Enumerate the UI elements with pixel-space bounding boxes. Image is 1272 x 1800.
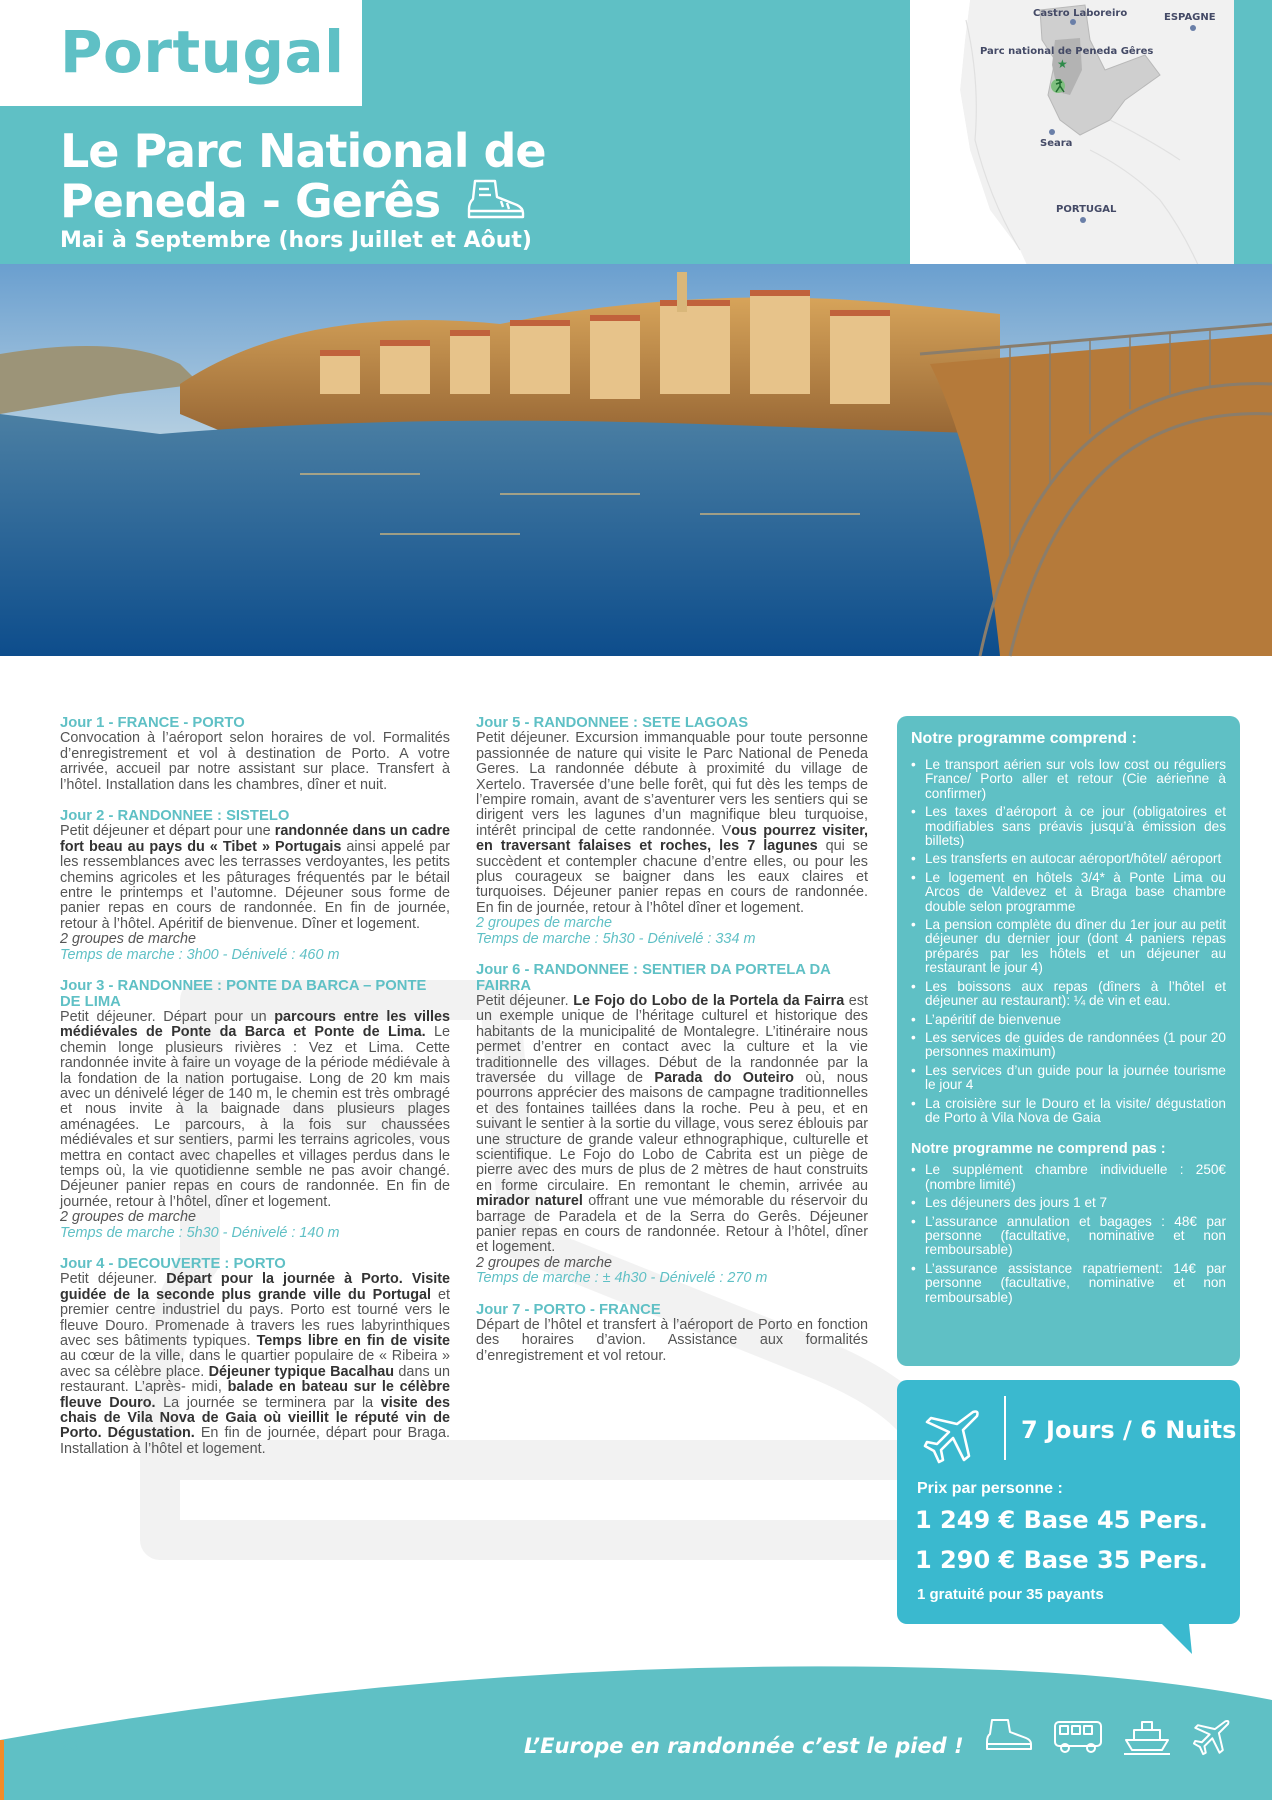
price-box: [897, 1380, 1240, 1624]
day-5-time: Temps de marche : 5h30 - Dénivelé : 334 m: [476, 930, 756, 947]
free-place-note: 1 gratuité pour 35 payants: [917, 1586, 1104, 1603]
exclude-item: • L’assurance annulation et bagages : 48€ par personne (facultative, nominative et non remboursable): [911, 1215, 1226, 1258]
map-label-seara: Seara: [1040, 138, 1073, 149]
hiking-boot-icon: [465, 177, 527, 232]
title-line-1: Le Parc National de: [60, 124, 546, 178]
day-3-body: Petit déjeuner. Départ pour un parcours entre les villes médiévales de Ponte da Barca et Ponte de Lima. Le chemin longe plusieurs rivières : Vez et Lima. Cette randonnée invite à faire un voyage de la période médiévale à la fondation de la nation portugaise. Long de 20 km mais avec un dénivelé léger de 140 m, le chemin est très ombragé et nous invite à la baignade dans plusieurs plages aménagées. Le parcours, à la fois sur chaussées médiévales et sur sentiers, parmi les terrains agricoles, vous mettra en contact avec chapelles et villages perdus dans le temps où, la vie quotidienne semble ne pas avoir changé. Déjeuner panier repas en cours de randonnée. En fin de journée, retour à l’hôtel, dîner et logement.: [60, 1008, 450, 1210]
day-6-body: Petit déjeuner. Le Fojo do Lobo de la Portela da Fairra est un exemple unique de l’héritage culturel et historique des habitants de la municipalité de Montalegre. L’itinéraire nous permet d’entrer en contact avec la culture et la vie traditionnelle des villages. Début de la randonnée par la traversée du village de Parada do Outeiro où, nous pourrons apprécier des maisons de campagne traditionnelles et des fontaines taillées dans la roche. Peu à peu, et en suivant le sentier à la sortie du village, vous serez éblouis par une structure de grande valeur ethnographique, culturelle et scientifique. Le Fojo do Lobo de Cabrita est un piège de pierre avec des murs de plus de 2 mètres de haut construits en forme circulaire. En remontant le chemin, arrivée au mirador naturel offrant une vue mémorable du réservoir du barrage de Paradela et de la Serra do Gerês. Déjeuner panier repas en cours de randonnée. Retour à l’hôtel, dîner et logement.: [476, 992, 869, 1256]
day-7-body: Départ de l’hôtel et transfert à l’aéroport de Porto en fonction des horaires d’avion. Assistance aux formalités d’enregistrement et vol retour.: [476, 1317, 868, 1364]
day-7-title: Jour 7 - PORTO - FRANCE: [476, 1301, 661, 1318]
day-7: [476, 1303, 868, 1365]
include-item: • Les services de guides de randonnées (1 pour 20 personnes maximum): [911, 1031, 1226, 1060]
day-3-title: Jour 3 - RANDONNEE : PONTE DA BARCA – PONTE DE LIMA: [60, 978, 427, 1010]
itinerary-column-2: [476, 716, 868, 1380]
price-base-45: 1 249 € Base 45 Pers.: [915, 1506, 1208, 1534]
day-5-groups: 2 groupes de marche: [476, 915, 612, 932]
include-item: • Le transport aérien sur vols low cost ou réguliers France/ Porto aller et retour (Cie aérienne à confirmer): [911, 758, 1226, 801]
porto-photo: [0, 264, 1272, 656]
page-title: [60, 126, 620, 232]
map-label-espagne: ESPAGNE: [1164, 12, 1216, 23]
includes-list: [911, 758, 1226, 1125]
day-5-title: Jour 5 - RANDONNEE : SETE LAGOAS: [476, 715, 749, 731]
svg-text:★: ★: [1057, 57, 1068, 71]
programme-box: [897, 716, 1240, 1366]
excludes-list: [911, 1163, 1226, 1305]
airplane-icon: [919, 1404, 983, 1473]
include-item: • Les boissons aux repas (dîners à l’hôtel et déjeuner au restaurant): ¼ de vin et eau.: [911, 980, 1226, 1009]
exclude-item: • L’assurance assistance rapatriement: 14€ par personne (facultative, nominative et non remboursable): [911, 1262, 1226, 1305]
itinerary-column-1: [60, 716, 450, 1473]
day-4-title: Jour 4 - DECOUVERTE : PORTO: [60, 1256, 286, 1272]
day-4: [60, 1257, 450, 1457]
include-item: • Les taxes d’aéroport à ce jour (obligatoires et modifiables sans préavis jusqu’à émission des billets): [911, 805, 1226, 848]
exclude-item: • Le supplément chambre individuelle : 250€ (nombre limité): [911, 1163, 1226, 1192]
day-3-time: Temps de marche : 5h30 - Dénivelé : 140 m: [60, 1224, 340, 1241]
day-6-title: Jour 6 - RANDONNEE : SENTIER DA PORTELA DA FAIRRA: [476, 962, 831, 994]
excludes-title: Notre programme ne comprend pas :: [911, 1141, 1166, 1158]
include-item: • Le logement en hôtels 3/4* à Ponte Lima ou Arcos de Valdevez et à Braga base chambre double selon programme: [911, 871, 1226, 914]
include-item: • Les services d’un guide pour la journée tourisme le jour 4: [911, 1064, 1226, 1093]
includes-title: Notre programme comprend :: [911, 730, 1137, 747]
day-2-groups: 2 groupes de marche: [60, 931, 196, 948]
footer-slogan: L’Europe en randonnée c’est le pied !: [524, 1734, 964, 1758]
include-item: • La croisière sur le Douro et la visite/ dégustation de Porto à Vila Nova de Gaia: [911, 1097, 1226, 1126]
day-1: [60, 716, 450, 793]
day-3-groups: 2 groupes de marche: [60, 1209, 196, 1226]
day-2-title: Jour 2 - RANDONNEE : SISTELO: [60, 808, 290, 825]
map-canvas: [910, 0, 1234, 294]
price-box-tail: [1152, 1614, 1192, 1656]
day-1-title: Jour 1 - FRANCE - PORTO: [60, 715, 245, 731]
bus-icon: [1052, 1716, 1104, 1763]
day-5-body: Petit déjeuner. Excursion immanquable pour toute personne passionnée de nature qui visite le Parc National de Peneda Geres. La randonnée débute à proximité du village de Xertelo. Traversée d’une belle forêt, qui fut dès les temps de l’empire romain, avant de s’aventurer vers les sentiers qui se dirigent vers les lagunes d’un magnifique bleu turquoise, intérêt principal de cette randonnée. Vous pourrez visiter, en traversant falaises et roches, les 7 lagunes qui se succèdent et contempler chacune d’entre elles, ou pour les plus courageux se baigner dans les eaux claires et turquoises. Déjeuner panier repas en cours de randonnée. En fin de journée, retour à l’hôtel dîner et logement.: [476, 730, 868, 916]
day-6-groups: 2 groupes de marche: [476, 1254, 612, 1271]
location-map: [902, 0, 1242, 302]
hiking-boot-icon: [984, 1716, 1034, 1763]
country-box: [0, 0, 362, 106]
season-subtitle: Mai à Septembre (hors Juillet et Aôut): [60, 228, 532, 253]
day-2: [60, 809, 450, 963]
map-label-portugal: PORTUGAL: [1056, 204, 1117, 215]
airplane-icon: [1190, 1716, 1232, 1763]
map-label-castro: Castro Laboreiro: [1033, 8, 1128, 19]
day-6: [476, 963, 868, 1287]
country-title: Portugal: [60, 18, 345, 86]
day-1-body: Convocation à l’aéroport selon horaires de vol. Formalités d’enregistrement et vol à destination de Porto. A votre arrivée, accueil par notre assistant sur place. Transfert à l’hôtel. Installation dans les chambres, dîner et nuit.: [60, 730, 450, 793]
price-divider: [1004, 1396, 1006, 1460]
title-line-2: [60, 176, 620, 232]
price-label: Prix par personne :: [917, 1480, 1063, 1497]
price-base-35: 1 290 € Base 35 Pers.: [915, 1546, 1208, 1574]
title-line-2-text: Peneda - Gerês: [60, 174, 441, 228]
day-5: [476, 716, 868, 947]
day-2-time: Temps de marche : 3h00 - Dénivelé : 460 m: [60, 946, 340, 963]
page-number: 23: [60, 1738, 78, 1755]
trip-duration: 7 Jours / 6 Nuits: [1021, 1416, 1237, 1444]
day-3: [60, 979, 450, 1241]
day-2-body: Petit déjeuner et départ pour une randonnée dans un cadre fort beau au pays du « Tibet » Portugais ainsi appelé par les ressemblances avec les terrasses verdoyantes, les petits chemins agricoles et les pâturages fréquentés par le bétail entre le printemps et l’automne. Déjeuner sous forme de panier repas en cours de randonnée. En fin de journée, retour à l’hôtel. Apéritif de bienvenue. Dîner et logement.: [60, 823, 450, 932]
exclude-item: • Les déjeuners des jours 1 et 7: [911, 1196, 1226, 1210]
map-label-parc: Parc national de Peneda Gêres: [980, 46, 1154, 57]
day-6-time: Temps de marche : ± 4h30 - Dénivelé : 270 m: [476, 1270, 768, 1287]
day-4-body: Petit déjeuner. Départ pour la journée à Porto. Visite guidée de la seconde plus grande ville du Portugal et premier centre industriel du pays. Porto est tourné vers le fleuve Douro. Promenade à travers les rues labyrinthiques avec ses bâtiments typiques. Temps libre en fin de visite au cœur de la ville, dans le quartier populaire de « Ribeira » avec sa célèbre place. Déjeuner typique Bacalhau dans un restaurant. L’après- midi, balade en bateau sur le célèbre fleuve Douro. La journée se terminera par la visite des chais de Vila Nova de Gaia où vieillit le réputé vin de Porto. Dégustation. En fin de journée, départ pour Braga. Installation à l’hôtel et logement.: [60, 1271, 450, 1457]
footer-icons: [984, 1716, 1232, 1763]
include-item: • L’apéritif de bienvenue: [911, 1013, 1226, 1027]
include-item: • Les transferts en autocar aéroport/hôtel/ aéroport: [911, 852, 1226, 866]
include-item: • La pension complète du dîner du 1er jour au petit déjeuner du dernier jour (dont 4 paniers repas préparés par les hôtels et un déjeuner au restaurant le jour 4): [911, 918, 1226, 976]
ship-icon: [1122, 1716, 1172, 1763]
